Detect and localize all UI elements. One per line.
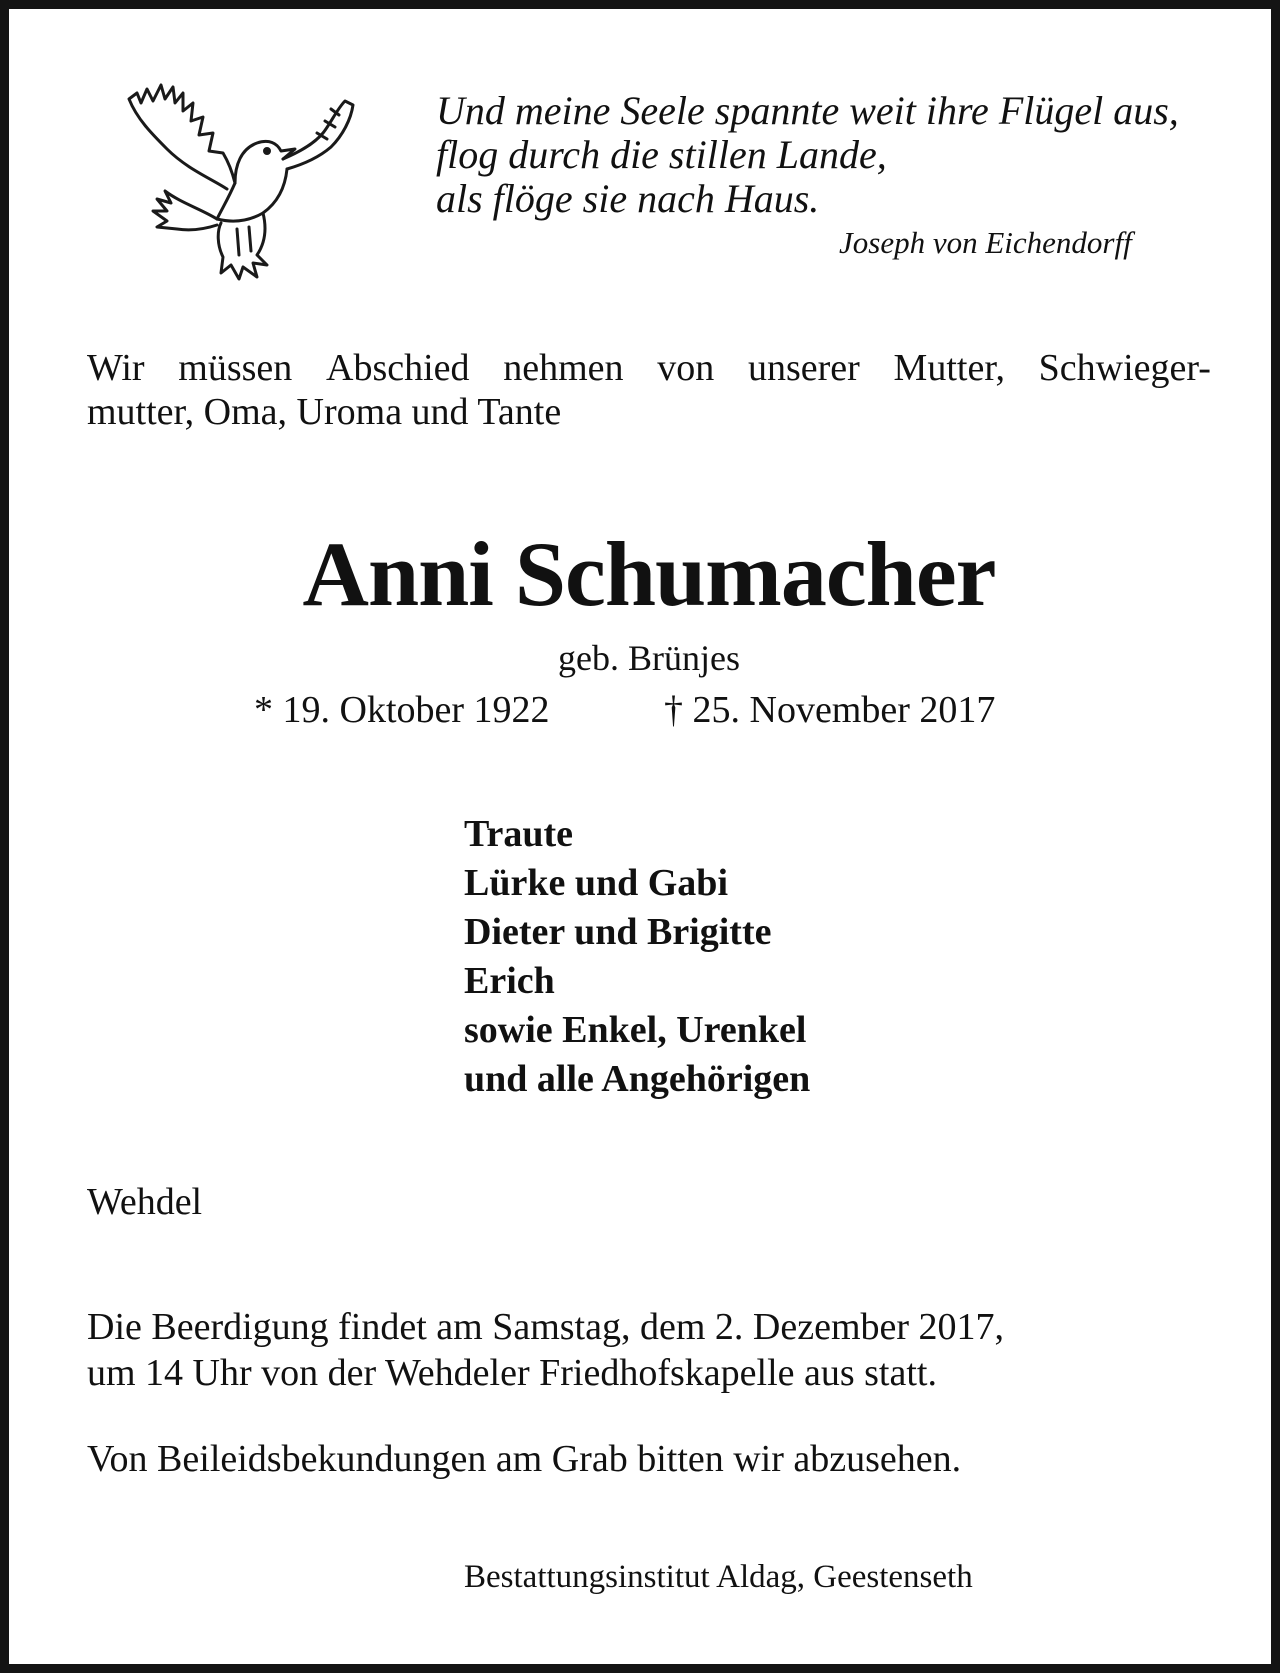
- intro-text: [87, 346, 1211, 434]
- maiden-name: geb. Brünjes: [558, 638, 740, 678]
- intro-word: von: [657, 347, 715, 389]
- funeral-line: um 14 Uhr von der Wehdeler Friedhofskapelle aus statt.: [87, 1352, 937, 1394]
- intro-line-2: mutter, Oma, Uroma und Tante: [87, 391, 562, 433]
- mourner-line: Erich: [464, 960, 555, 1002]
- intro-line-1: [87, 346, 1211, 390]
- quote-line: Und meine Seele spannte weit ihre Flügel aus,: [436, 88, 1179, 133]
- mourner-line: und alle Angehörigen: [464, 1058, 811, 1100]
- intro-word: Abschied: [326, 347, 470, 389]
- quote: [436, 89, 1179, 221]
- birth-date: * 19. Oktober 1922: [254, 689, 550, 731]
- mourner-line: sowie Enkel, Urenkel: [464, 1009, 807, 1051]
- mourner-line: Lürke und Gabi: [464, 862, 728, 904]
- funeral-line: Die Beerdigung findet am Samstag, dem 2. Dezember 2017,: [87, 1306, 1005, 1348]
- intro-word: müssen: [178, 347, 293, 389]
- intro-word: Schwieger-: [1038, 347, 1211, 389]
- quote-line: flog durch die stillen Lande,: [436, 132, 887, 177]
- intro-word: nehmen: [503, 347, 624, 389]
- quote-author: Joseph von Eichendorff: [839, 225, 1132, 260]
- mourner-line: Traute: [464, 813, 574, 855]
- condolence-request: Von Beileidsbekundungen am Grab bitten wir abzusehen.: [87, 1438, 962, 1480]
- mourner-line: Dieter und Brigitte: [464, 911, 772, 953]
- deceased-name: Anni Schumacher: [302, 523, 996, 625]
- dove-icon: [117, 79, 367, 284]
- intro-word: Mutter,: [893, 347, 1005, 389]
- place: Wehdel: [87, 1181, 203, 1223]
- quote-line: als flöge sie nach Haus.: [436, 176, 820, 221]
- intro-word: Wir: [87, 347, 145, 389]
- funeral-info: [87, 1304, 1004, 1396]
- undertaker: Bestattungsinstitut Aldag, Geestenseth: [464, 1559, 973, 1595]
- death-date: † 25. November 2017: [664, 689, 996, 731]
- intro-word: unserer: [747, 347, 860, 389]
- mourners-list: [464, 810, 810, 1104]
